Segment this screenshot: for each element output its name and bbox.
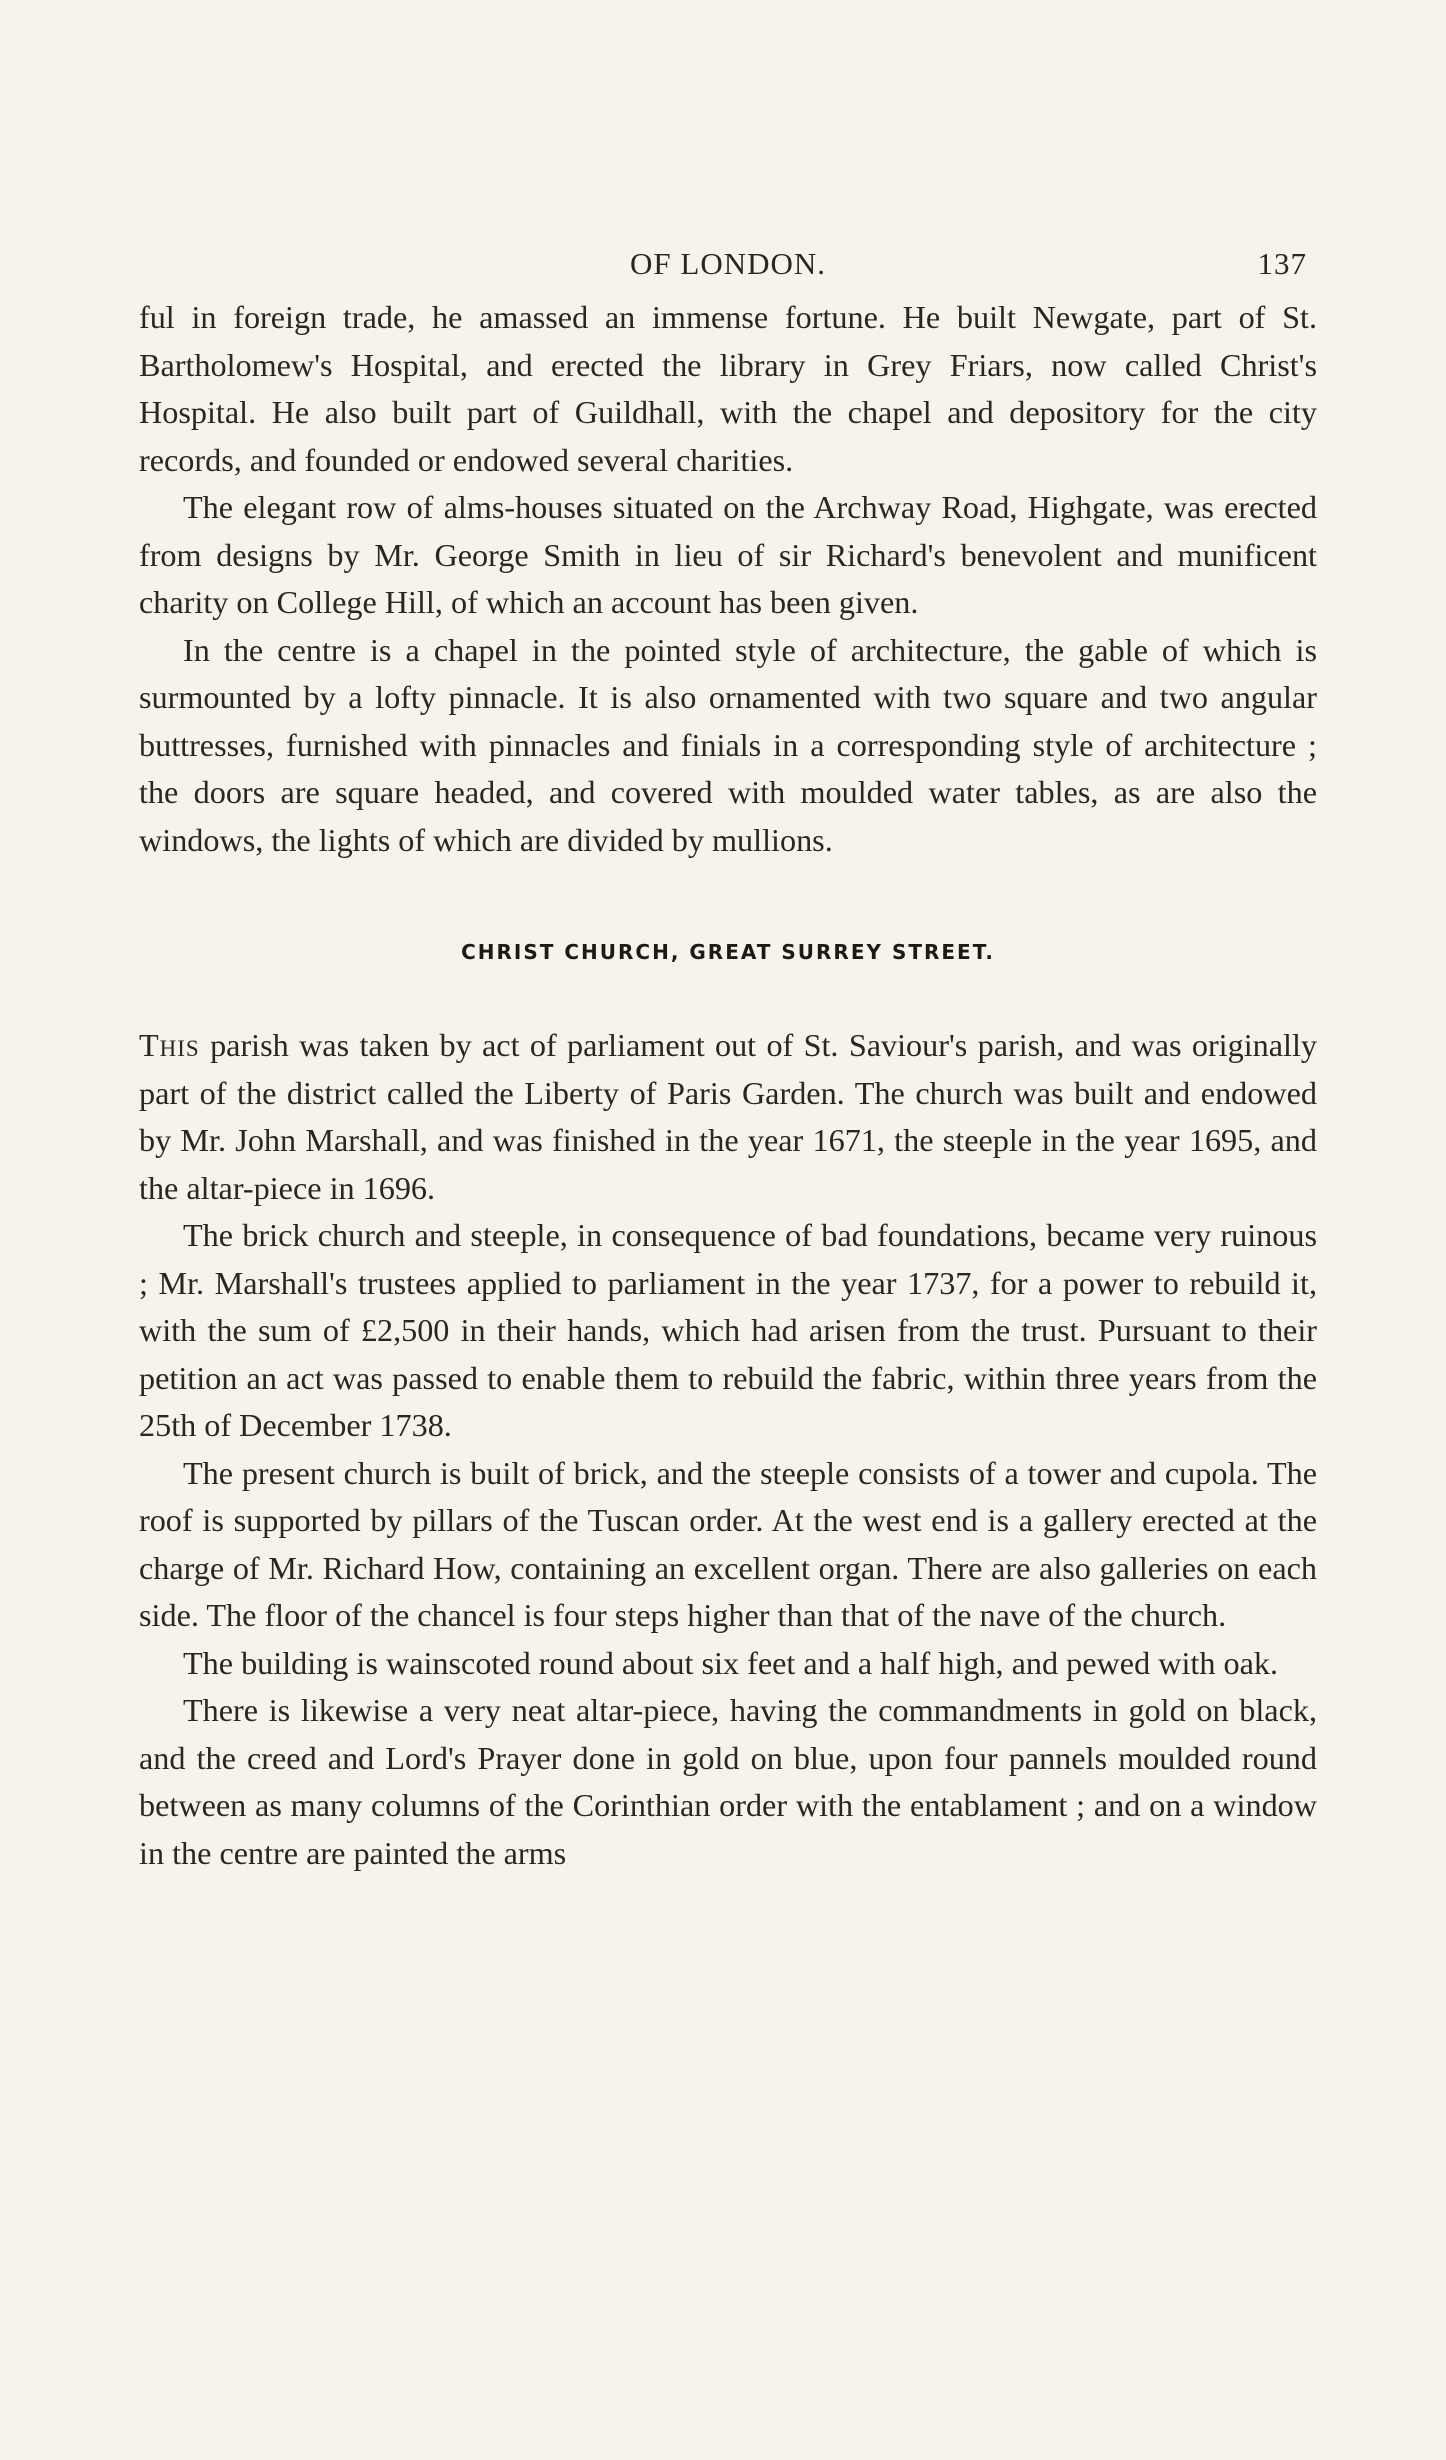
paragraph-rebuild: The brick church and steeple, in consequence of bad foundations, became very ruinous ; Mr. Marshall's trustees applied to parliament in the year 1737, for a power to rebuild it, with the sum of £2,500 in their hands, which had arisen from the trust. Pursuant to their petition an act was passed to enable them to rebuild the fabric, within three years from the 25th of December 1738.	[139, 1217, 1317, 1443]
paragraph-almshouses: The elegant row of alms-houses situated on the Archway Road, Highgate, was erected from designs by Mr. George Smith in lieu of sir Richard's benevolent and munificent charity on College Hill, of which an account has been given.	[139, 489, 1317, 620]
running-title: OF LONDON.	[630, 246, 826, 281]
section-heading: CHRIST CHURCH, GREAT SURREY STREET.	[461, 940, 995, 964]
paragraph-altar-piece: There is likewise a very neat altar-piece, having the commandments in gold on black, and the creed and Lord's Prayer done in gold on blue, upon four pannels moulded round between as many columns of the Corinthian order with the entablament ; and on a window in the centre are painted the arms	[139, 1692, 1317, 1871]
paragraph-parish	[139, 1022, 1317, 1212]
running-head	[139, 246, 1317, 294]
paragraph-chapel: In the centre is a chapel in the pointed style of architecture, the gable of which is surmounted by a lofty pinnacle. It is also ornamented with two square and two angular buttresses, furnished with pinnacles and finials in a corresponding style of architecture ; the doors are square headed, and covered with moulded water tables, as are also the windows, the lights of which are divided by mullions.	[139, 631, 1317, 858]
paragraph-wainscot: The building is wainscoted round about six feet and a half high, and pewed with oak.	[183, 1644, 1279, 1681]
paragraph-parish-text: parish was taken by act of parliament out of St. Saviour's parish, and was originally part of the district called the Liberty of Paris Garden. The church was built and endowed by Mr. John Marshall, and was finished in the year 1671, the steeple in the year 1695, and the altar-piece in 1696.	[139, 1027, 1317, 1206]
book-page	[139, 246, 1317, 1877]
paragraph-present-church: The present church is built of brick, and the steeple consists of a tower and cupola. The roof is supported by pillars of the Tuscan order. At the west end is a gallery erected at the charge of Mr. Richard How, containing an excellent organ. There are also galleries on each side. The floor of the chancel is four steps higher than that of the nave of the church.	[139, 1454, 1317, 1633]
page-number: 137	[1257, 246, 1307, 281]
paragraph-continuation: ful in foreign trade, he amassed an immense fortune. He built Newgate, part of St. Bartholomew's Hospital, and erected the library in Grey Friars, now called Christ's Hospital. He also built part of Guildhall, with the chapel and depository for the city records, and founded or endowed several charities.	[139, 299, 1317, 478]
lead-word: This	[139, 1027, 200, 1063]
